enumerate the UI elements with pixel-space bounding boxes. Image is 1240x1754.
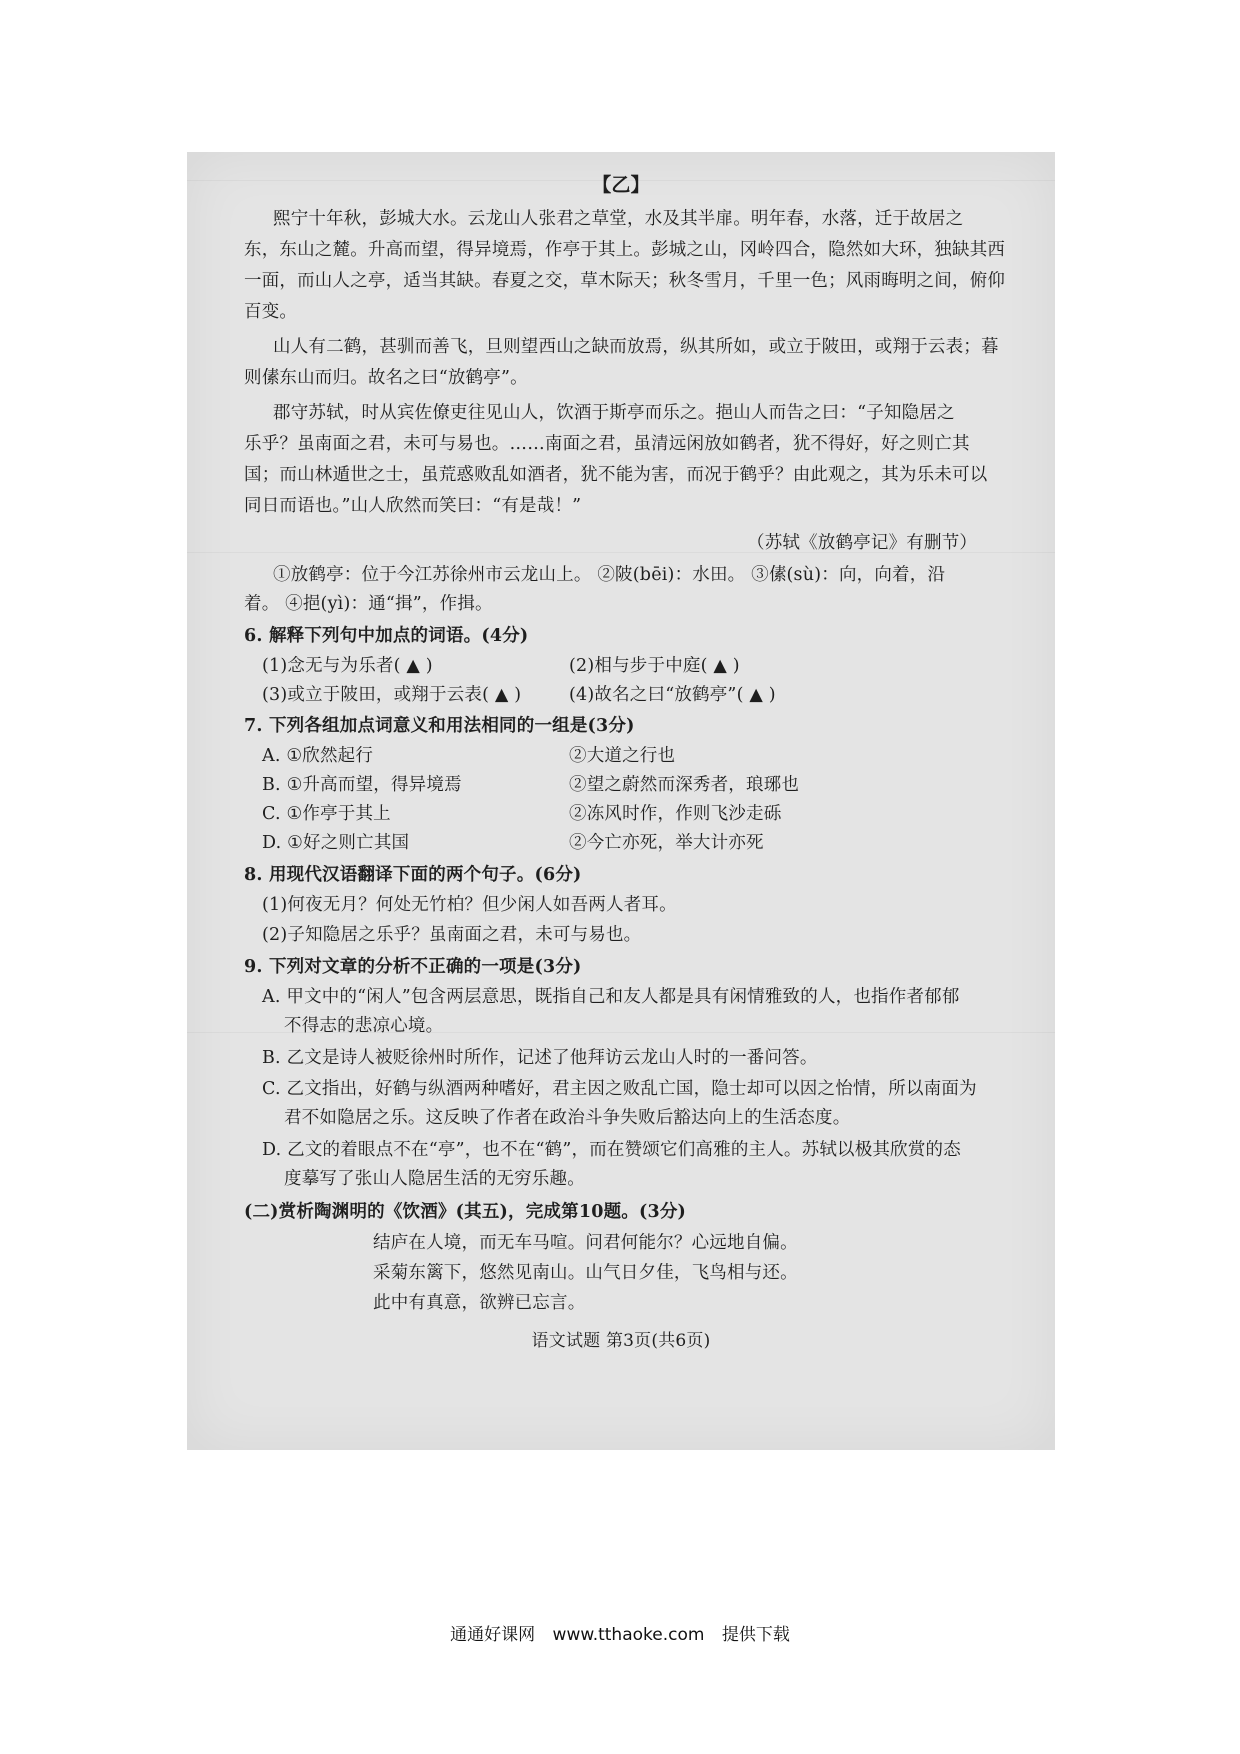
poem-line: 采菊东篱下，悠然见南山。山气日夕佳，飞鸟相与还。 [373, 1263, 798, 1283]
passage-line: 则傃东山而归。故名之曰“放鹤亭”。 [244, 368, 528, 388]
passage-line: 山人有二鹤，甚驯而善飞，旦则望西山之缺而放焉，纵其所如，或立于陂田，或翔于云表；暮 [273, 337, 999, 357]
question-9-line: B. 乙文是诗人被贬徐州时所作，记述了他拜访云龙山人时的一番问答。 [262, 1048, 818, 1068]
question-6-item: (1)念无与为乐者( ▲ ) [262, 656, 433, 676]
passage-line: 乐乎？虽南面之君，未可与易也。……南面之君，虽清远闲放如鹤者，犹不得好，好之则亡其 [244, 434, 970, 454]
question-7-option: ②望之蔚然而深秀者，琅琊也 [569, 775, 800, 795]
passage-line: 百变。 [244, 302, 298, 322]
note-line: ①放鹤亭：位于今江苏徐州市云龙山上。 ②陂(bēi)：水田。 ③傃(sù)：向，向着，沿 [273, 565, 946, 585]
poem-line: 此中有真意，欲辨已忘言。 [373, 1293, 586, 1313]
passage-line: 同日而语也。”山人欣然而笑曰：“有是哉！” [244, 496, 582, 516]
question-9-line: A. 甲文中的“闲人”包含两层意思，既指自己和友人都是具有闲情雅致的人，也指作者郁郁 [262, 987, 960, 1007]
site-url[interactable]: www.tthaoke.com [552, 1625, 705, 1645]
site-footer [0, 1620, 1240, 1645]
section-2-stem: (二)赏析陶渊明的《饮酒》(其五)，完成第10题。(3分) [244, 1202, 687, 1222]
question-6-item: (2)相与步于中庭( ▲ ) [569, 656, 740, 676]
question-8-item: (1)何夜无月？何处无竹柏？但少闲人如吾两人者耳。 [262, 895, 677, 915]
question-6-stem: 6. 解释下列句中加点的词语。(4分) [244, 626, 529, 646]
question-7-stem: 7. 下列各组加点词意义和用法相同的一组是(3分) [244, 716, 635, 736]
question-7-option: C. ①作亭于其上 [262, 804, 391, 824]
question-7-option: A. ①欣然起行 [262, 746, 374, 766]
passage-line: 东，东山之麓。升高而望，得异境焉，作亭于其上。彭城之山，冈岭四合，隐然如大环，独缺其西 [244, 240, 1006, 260]
passage-line: 郡守苏轼，时从宾佐僚吏往见山人，饮酒于斯亭而乐之。挹山人而告之曰：“子知隐居之 [273, 403, 955, 423]
question-9-line: 度摹写了张山人隐居生活的无穷乐趣。 [284, 1169, 585, 1189]
question-9-line: 不得志的悲凉心境。 [284, 1016, 444, 1036]
note-line: 着。 ④挹(yì)：通“揖”，作揖。 [244, 594, 493, 614]
question-9-line: 君不如隐居之乐。这反映了作者在政治斗争失败后豁达向上的生活态度。 [284, 1108, 851, 1128]
question-9-line: D. 乙文的着眼点不在“亭”，也不在“鹤”，而在赞颂它们高雅的主人。苏轼以极其欣赏的态 [262, 1140, 961, 1160]
question-7-option: D. ①好之则亡其国 [262, 833, 410, 853]
question-7-option: ②大道之行也 [569, 746, 676, 766]
site-action: 提供下载 [721, 1625, 790, 1645]
passage-line: 熙宁十年秋，彭城大水。云龙山人张君之草堂，水及其半扉。明年春，水落，迁于故居之 [273, 209, 964, 229]
passage-source: （苏轼《放鹤亭记》有删节） [747, 533, 978, 553]
question-6-item: (4)故名之曰“放鹤亭”( ▲ ) [569, 685, 776, 705]
question-7-option: ②冻风时作，作则飞沙走砾 [569, 804, 782, 824]
question-8-stem: 8. 用现代汉语翻译下面的两个句子。(6分) [244, 865, 582, 885]
question-9-stem: 9. 下列对文章的分析不正确的一项是(3分) [244, 957, 582, 977]
question-7-option: ②今亡亦死，举大计亦死 [569, 833, 764, 853]
passage-line: 一面，而山人之亭，适当其缺。春夏之交，草木际天；秋冬雪月，千里一色；风雨晦明之间，俯仰 [244, 271, 1006, 291]
question-7-option: B. ①升高而望，得异境焉 [262, 775, 462, 795]
poem-line: 结庐在人境，而无车马喧。问君何能尔？心远地自偏。 [373, 1233, 798, 1253]
passage-line: 国；而山林遁世之士，虽荒惑败乱如酒者，犹不能为害，而况于鹤乎？由此观之，其为乐未可以 [244, 465, 988, 485]
question-9-line: C. 乙文指出，好鹤与纵酒两种嗜好，君主因之败乱亡国，隐士却可以因之怡情，所以南面为 [262, 1079, 977, 1099]
page-number: 语文试题 第3页(共6页) [531, 1331, 711, 1351]
question-6-item: (3)或立于陂田，或翔于云表( ▲ ) [262, 685, 522, 705]
section-title: 【乙】 [592, 174, 650, 196]
site-name: 通通好课网 [450, 1625, 536, 1645]
question-8-item: (2)子知隐居之乐乎？虽南面之君，未可与易也。 [262, 925, 642, 945]
scanned-page [187, 152, 1055, 1450]
